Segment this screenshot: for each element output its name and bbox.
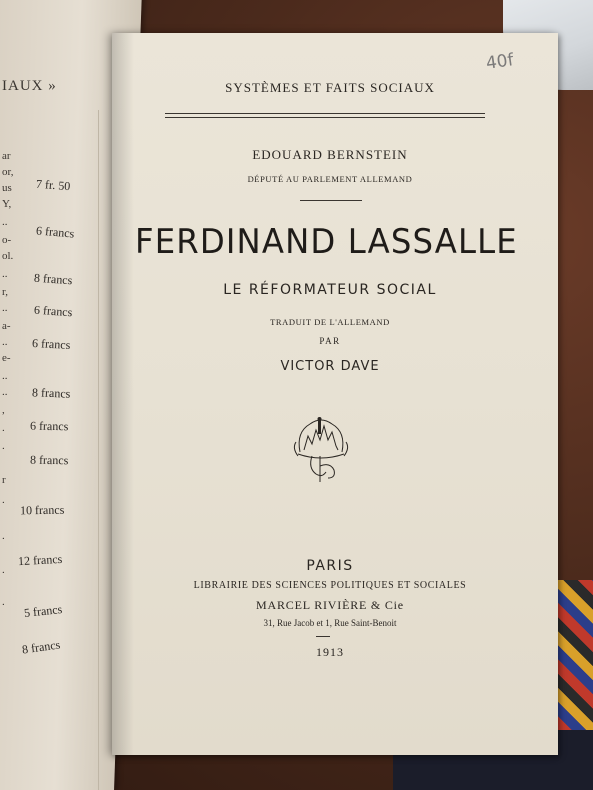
price-label: 12 francs <box>17 551 63 569</box>
left-fragment: Y, <box>2 198 12 210</box>
publisher-line: LIBRAIRIE DES SCIENCES POLITIQUES ET SOCIALES <box>193 580 467 591</box>
price-label: 8 francs <box>21 637 62 657</box>
left-fragment: . <box>2 596 5 608</box>
left-fragment: e- <box>2 352 11 364</box>
price-label: 6 francs <box>31 336 71 352</box>
author-name: EDOUARD BERNSTEIN <box>252 147 408 162</box>
price-label: 7 fr. 50 <box>35 176 71 194</box>
price-label: 10 francs <box>19 502 65 518</box>
left-fragment: . <box>2 422 5 434</box>
translator-name: VICTOR DAVE <box>280 359 380 374</box>
left-fragment: us <box>2 182 12 194</box>
left-fragment: . <box>2 564 5 576</box>
left-fragment: ol. <box>2 250 14 262</box>
publisher-emblem-icon <box>290 412 352 487</box>
author-title: DÉPUTÉ AU PARLEMENT ALLEMAND <box>247 174 413 184</box>
left-fragment: a- <box>2 320 11 332</box>
left-fragment: , <box>2 404 5 416</box>
price-label: 8 francs <box>33 270 73 288</box>
publisher-address: 31, Rue Jacob et 1, Rue Saint-Benoit <box>263 618 397 628</box>
short-rule <box>300 200 362 201</box>
price-label: 8 francs <box>31 385 71 401</box>
left-fragment: r <box>2 474 6 486</box>
left-fragment: or, <box>2 166 14 178</box>
price-label: 6 francs <box>29 418 69 434</box>
translated-note: TRADUIT DE L'ALLEMAND <box>270 317 390 327</box>
price-label: 6 francs <box>35 223 75 241</box>
left-fragment: .. <box>2 386 8 398</box>
left-fragment: r, <box>2 286 8 298</box>
par-label: PAR <box>319 336 341 346</box>
page-gutter-shadow <box>112 33 134 755</box>
left-fragment: .. <box>2 216 8 228</box>
left-fragment: . <box>2 494 5 506</box>
publisher-name: MARCEL RIVIÈRE & Cie <box>256 598 404 612</box>
left-fragment: o- <box>2 234 12 246</box>
left-fragment: .. <box>2 336 8 348</box>
price-label: 5 francs <box>23 602 63 620</box>
pencil-price-note: 40f <box>484 50 515 74</box>
price-label: 6 francs <box>33 302 73 320</box>
left-page-header: IAUX » <box>2 78 57 94</box>
small-rule <box>316 636 330 637</box>
left-fragment: .. <box>2 268 8 280</box>
left-fragment: ar <box>2 150 11 162</box>
left-page-content <box>0 0 130 790</box>
price-label: 8 francs <box>29 452 69 468</box>
book-subtitle: LE RÉFORMATEUR SOCIAL <box>223 282 437 298</box>
publication-city: PARIS <box>306 558 354 574</box>
book-title: FERDINAND LASSALLE <box>135 222 518 262</box>
left-fragment: .. <box>2 302 8 314</box>
page-edge-line <box>98 110 99 790</box>
left-fragment: .. <box>2 370 8 382</box>
series-title: SYSTÈMES ET FAITS SOCIAUX <box>225 80 435 95</box>
left-fragment: . <box>2 530 5 542</box>
left-fragment: . <box>2 440 5 452</box>
publication-year: 1913 <box>316 645 344 659</box>
double-rule <box>165 113 485 118</box>
